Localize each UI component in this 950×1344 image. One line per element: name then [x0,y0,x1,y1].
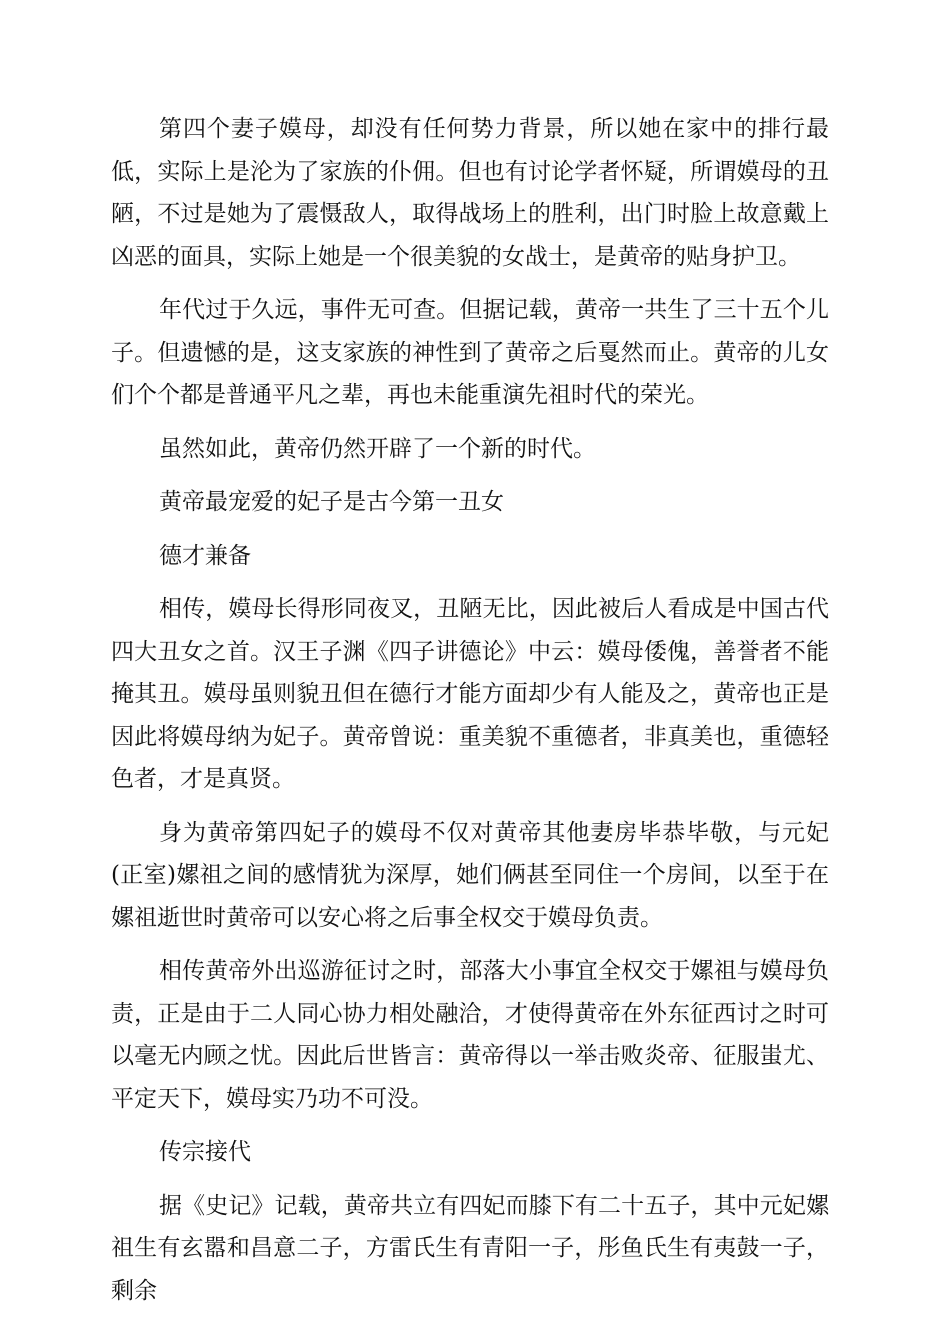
paragraph-relationship-leizu: 身为黄帝第四妃子的嫫母不仅对黄帝其他妻房毕恭毕敬，与元妃(正室)嫘祖之间的感情犹为深厚，她们俩甚至同住一个房间，以至于在嫘祖逝世时黄帝可以安心将之后事全权交于嫫母负责。 [111,819,829,931]
section-heading-succession: 传宗接代 [159,1139,251,1165]
paragraph-legend-appearance: 相传，嫫母长得形同夜叉，丑陋无比，因此被后人看成是中国古代四大丑女之首。汉王子渊《四子讲德论》中云：嫫母倭傀，善誉者不能掩其丑。嫫母虽则貌丑但在德行才能方面却少有人能及之，黄帝也正是因此将嫫母纳为妃子。黄帝曾说：重美貌不重德者，非真美也，重德轻色者，才是真贤。 [111,596,829,792]
paragraph-new-era: 虽然如此，黄帝仍然开辟了一个新的时代。 [159,435,596,462]
paragraph-sons-record: 年代过于久远，事件无可查。但据记载，黄帝一共生了三十五个儿子。但遗憾的是，这支家族的神性到了黄帝之后戛然而止。黄帝的儿女们个个都是普通平凡之辈，再也未能重演先祖时代的荣光。 [111,297,829,408]
paragraph-shiji-record: 据《史记》记载，黄帝共立有四妃而膝下有二十五子，其中元妃嫘祖生有玄嚣和昌意二子，方雷氏生有青阳一子，彤鱼氏生有夷鼓一子，剩余 [111,1192,829,1304]
section-heading-ugly-consort: 黄帝最宠爱的妃子是古今第一丑女 [159,489,504,515]
paragraph-tribal-affairs: 相传黄帝外出巡游征讨之时，部落大小事宜全权交于嫘祖与嫫母负责，正是由于二人同心协力相处融洽，才使得黄帝在外东征西讨之时可以毫无内顾之忧。因此后世皆言：黄帝得以一举击败炎帝、征服蚩尤、平定天下，嫫母实乃功不可没。 [111,958,829,1112]
section-heading-virtue-talent: 德才兼备 [159,542,251,569]
document-body [111,108,829,1323]
paragraph-momu-background: 第四个妻子嫫母，却没有任何势力背景，所以她在家中的排行最低，实际上是沦为了家族的仆佣。但也有讨论学者怀疑，所谓嫫母的丑陋，不过是她为了震慑敌人，取得战场上的胜利，出门时脸上故意戴上凶恶的面具，实际上她是一个很美貌的女战士，是黄帝的贴身护卫。 [111,116,829,270]
